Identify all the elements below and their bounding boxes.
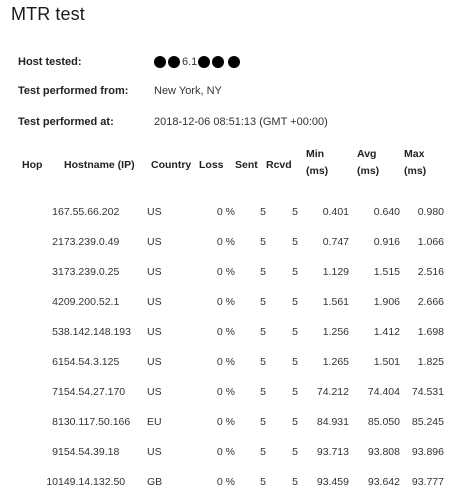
cell-hostname: 209.200.52.1 <box>58 296 120 308</box>
cell-hostname: 154.54.3.125 <box>58 356 120 368</box>
cell-loss: 0 % <box>216 266 235 278</box>
cell-country: US <box>147 356 162 368</box>
cell-country: US <box>147 266 162 278</box>
cell-sent: 5 <box>260 356 266 368</box>
cell-sent: 5 <box>260 266 266 278</box>
table-row <box>14 347 444 377</box>
test-from-value: New York, NY <box>154 85 222 97</box>
cell-avg: 1.412 <box>373 326 400 338</box>
cell-min: 93.713 <box>316 446 349 458</box>
cell-sent: 5 <box>260 206 266 218</box>
column-header-hop: Hop <box>22 159 43 171</box>
cell-min: 1.265 <box>322 356 349 368</box>
cell-min: 0.747 <box>322 236 349 248</box>
cell-sent: 5 <box>260 476 266 488</box>
cell-avg: 0.640 <box>373 206 400 218</box>
table-row <box>14 317 444 347</box>
cell-loss: 0 % <box>216 236 235 248</box>
cell-loss: 0 % <box>216 476 235 488</box>
cell-hostname: 38.142.148.193 <box>58 326 131 338</box>
cell-loss: 0 % <box>216 206 235 218</box>
table-header-row <box>14 146 444 197</box>
cell-rcvd: 5 <box>292 446 298 458</box>
cell-country: EU <box>147 416 162 428</box>
cell-max: 0.980 <box>417 206 444 218</box>
cell-hop: 10 <box>46 476 58 488</box>
cell-loss: 0 % <box>216 326 235 338</box>
host-tested-label: Host tested: <box>18 56 82 68</box>
cell-rcvd: 5 <box>292 386 298 398</box>
column-header-sent: Sent <box>235 159 258 171</box>
cell-sent: 5 <box>260 446 266 458</box>
cell-hop: 9 <box>52 446 58 458</box>
cell-country: US <box>147 446 162 458</box>
table-row <box>14 377 444 407</box>
cell-avg: 85.050 <box>367 416 400 428</box>
cell-hop: 4 <box>52 296 58 308</box>
cell-loss: 0 % <box>216 416 235 428</box>
cell-hop: 6 <box>52 356 58 368</box>
redaction-mark <box>198 56 210 68</box>
cell-hop: 1 <box>52 206 58 218</box>
cell-max: 1.066 <box>417 236 444 248</box>
column-header-loss: Loss <box>199 159 224 171</box>
cell-rcvd: 5 <box>292 476 298 488</box>
cell-hostname: 154.54.39.18 <box>58 446 120 458</box>
table-row <box>14 437 444 467</box>
column-header-min: Min (ms) <box>306 148 329 177</box>
cell-min: 0.401 <box>322 206 349 218</box>
cell-country: US <box>147 326 162 338</box>
host-tested-value-redacted <box>154 54 244 70</box>
cell-loss: 0 % <box>216 446 235 458</box>
cell-rcvd: 5 <box>292 356 298 368</box>
cell-avg: 1.501 <box>373 356 400 368</box>
cell-country: US <box>147 236 162 248</box>
table-row <box>14 197 444 227</box>
cell-rcvd: 5 <box>292 416 298 428</box>
cell-country: US <box>147 386 162 398</box>
table-row <box>14 257 444 287</box>
host-tested-row <box>18 53 448 71</box>
redaction-mark <box>228 56 240 68</box>
cell-max: 85.245 <box>411 416 444 428</box>
cell-min: 1.129 <box>322 266 349 278</box>
cell-avg: 1.515 <box>373 266 400 278</box>
cell-loss: 0 % <box>216 356 235 368</box>
cell-hop: 8 <box>52 416 58 428</box>
redaction-mark <box>154 56 166 68</box>
cell-country: GB <box>147 476 163 488</box>
cell-hop: 5 <box>52 326 58 338</box>
cell-max: 2.516 <box>417 266 444 278</box>
cell-sent: 5 <box>260 296 266 308</box>
test-at-row <box>18 113 448 131</box>
page-title: MTR test <box>11 4 85 24</box>
cell-rcvd: 5 <box>292 236 298 248</box>
cell-avg: 74.404 <box>367 386 400 398</box>
table-row <box>14 467 444 497</box>
cell-avg: 0.916 <box>373 236 400 248</box>
column-header-rcvd: Rcvd <box>266 159 292 171</box>
cell-min: 84.931 <box>316 416 349 428</box>
cell-min: 74.212 <box>316 386 349 398</box>
table-row <box>14 227 444 257</box>
host-tested-value-fragment: 6.1 <box>182 56 198 68</box>
cell-hostname: 154.54.27.170 <box>58 386 126 398</box>
cell-rcvd: 5 <box>292 266 298 278</box>
test-from-label: Test performed from: <box>18 85 129 97</box>
cell-sent: 5 <box>260 236 266 248</box>
cell-avg: 1.906 <box>373 296 400 308</box>
cell-hop: 3 <box>52 266 58 278</box>
cell-loss: 0 % <box>216 296 235 308</box>
test-at-label: Test performed at: <box>18 116 114 128</box>
cell-hop: 7 <box>52 386 58 398</box>
mtr-results-table <box>14 146 444 497</box>
cell-max: 1.825 <box>417 356 444 368</box>
cell-avg: 93.808 <box>367 446 400 458</box>
column-header-avg: Avg (ms) <box>357 148 380 177</box>
cell-sent: 5 <box>260 416 266 428</box>
test-from-row <box>18 82 448 100</box>
cell-max: 2.666 <box>417 296 444 308</box>
cell-min: 93.459 <box>316 476 349 488</box>
cell-max: 93.777 <box>411 476 444 488</box>
cell-hostname: 173.239.0.25 <box>58 266 120 278</box>
cell-max: 74.531 <box>411 386 444 398</box>
cell-sent: 5 <box>260 326 266 338</box>
redaction-mark <box>168 56 180 68</box>
cell-max: 93.896 <box>411 446 444 458</box>
table-row <box>14 407 444 437</box>
cell-hostname: 173.239.0.49 <box>58 236 120 248</box>
column-header-max: Max (ms) <box>404 148 427 177</box>
column-header-hostname: Hostname (IP) <box>64 159 135 171</box>
cell-rcvd: 5 <box>292 206 298 218</box>
cell-country: US <box>147 206 162 218</box>
cell-country: US <box>147 296 162 308</box>
test-at-value: 2018-12-06 08:51:13 (GMT +00:00) <box>154 116 328 128</box>
cell-hostname: 67.55.66.202 <box>58 206 120 218</box>
cell-hostname: 149.14.132.50 <box>58 476 126 488</box>
cell-hostname: 130.117.50.166 <box>58 416 131 428</box>
redaction-mark <box>212 56 224 68</box>
cell-rcvd: 5 <box>292 296 298 308</box>
cell-hop: 2 <box>52 236 58 248</box>
cell-loss: 0 % <box>216 386 235 398</box>
cell-min: 1.561 <box>322 296 349 308</box>
table-row <box>14 287 444 317</box>
cell-rcvd: 5 <box>292 326 298 338</box>
cell-max: 1.698 <box>417 326 444 338</box>
column-header-country: Country <box>151 159 192 171</box>
cell-avg: 93.642 <box>367 476 400 488</box>
cell-min: 1.256 <box>322 326 349 338</box>
cell-sent: 5 <box>260 386 266 398</box>
